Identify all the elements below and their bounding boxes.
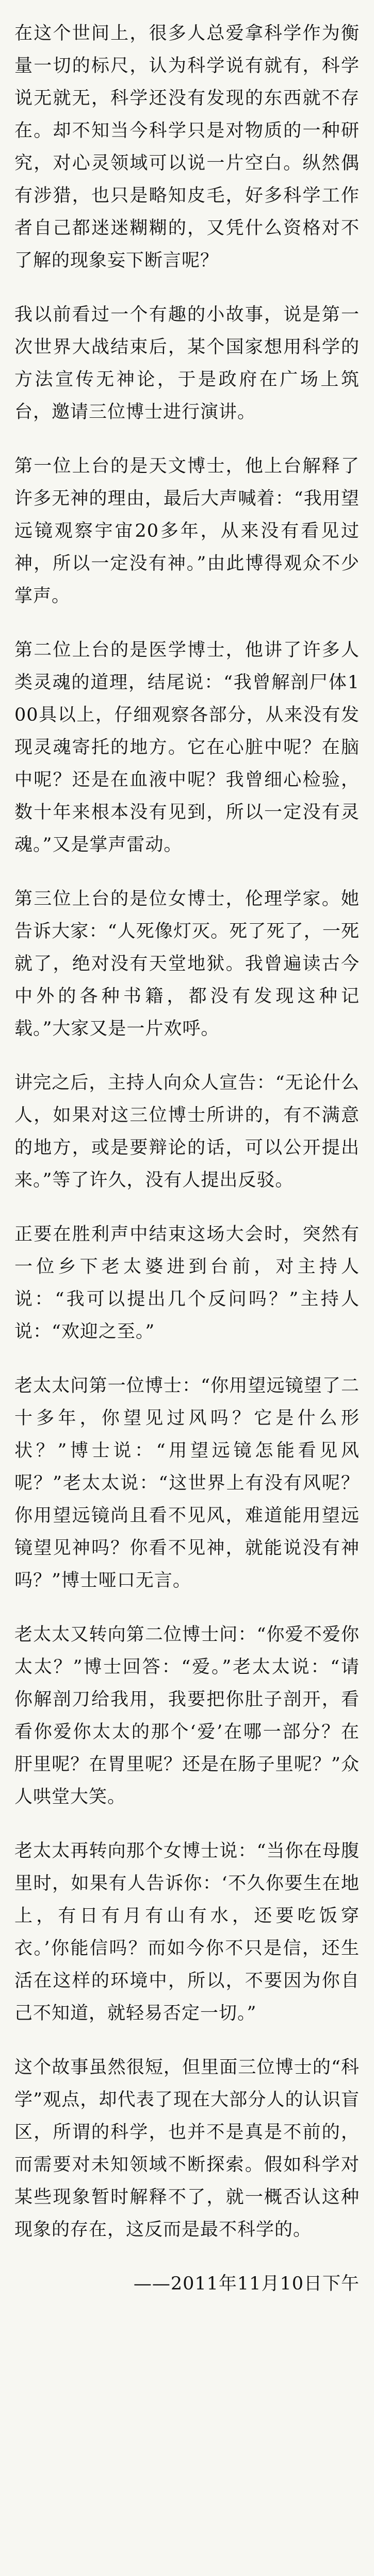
date-signature: ——2011年11月10日下午 (133, 2274, 360, 2294)
paragraph-ethicist: 第三位上台的是位女博士，伦理学家。她告诉大家：“人死像灯灭。死了死了，一死就了，绝对没有天堂地狱。我曾遍读古今中外的各种书籍，都没有发现这种记载。”大家又是一片欢呼。 (14, 889, 360, 1039)
paragraph-question-astronomer: 老太太问第一位博士：“你用望远镜望了二十多年，你望见过风吗？它是什么形状？”博士说：“用望远镜怎能看见风呢？”老太太说：“这世界上有没有风呢？你用望远镜尚且看不见风，难道能用望远镜望见神吗？你看不见神，就能说没有神吗？”博士哑口无言。 (14, 1376, 360, 1591)
paragraph-question-ethicist: 老太太再转向那个女博士说：“当你在母腹里时，如果有人告诉你：‘不久你要生在地上，有日有月有山有水，还要吃饭穿衣。’你能信吗？而如今你不只是信，还生活在这样的环境中，所以，不要因为你自己不知道，就轻易否定一切。” (14, 1841, 360, 2024)
paragraph-doctor: 第二位上台的是医学博士，他讲了许多人类灵魂的道理，结尾说：“我曾解剖尸体100具以上，仔细观察各部分，从来没有发现灵魂寄托的地方。它在心脏中呢？在脑中呢？还是在血液中呢？我曾细心检验，数十年来根本没有见到，所以一定没有灵魂。”又是掌声雷动。 (14, 640, 360, 855)
paragraph-story-setup: 我以前看过一个有趣的小故事，说是第一次世界大战结束后，某个国家想用科学的方法宣传无神论，于是政府在广场上筑台，邀请三位博士进行演讲。 (14, 304, 360, 422)
paragraph-intro: 在这个世间上，很多人总爱拿科学作为衡量一切的标尺，认为科学说有就有，科学说无就无，科学还没有发现的东西就不存在。却不知当今科学只是对物质的一种研究，对心灵领域可以说一片空白。纵然偶有涉猎，也只是略知皮毛，好多科学工作者自己都迷迷糊糊的，又凭什么资格对不了解的现象妄下断言呢？ (14, 23, 360, 271)
paragraph-old-woman-arrives: 正要在胜利声中结束这场大会时，突然有一位乡下老太婆进到台前，对主持人说：“我可以提出几个反问吗？”主持人说：“欢迎之至。” (14, 1224, 360, 1342)
paragraph-question-doctor: 老太太又转向第二位博士问：“你爱不爱你太太？”博士回答：“爱。”老太太说：“请你解剖刀给我用，我要把你肚子剖开，看看你爱你太太的那个‘爱’在哪一部分？在肝里呢？在胃里呢？还是在肠子里呢？”众人哄堂大笑。 (14, 1624, 360, 1807)
paragraph-host-announcement: 讲完之后，主持人向众人宣告：“无论什么人，如果对这三位博士所讲的，有不满意的地方，或是要辩论的话，可以公开提出来。”等了许久，没有人提出反驳。 (14, 1073, 360, 1191)
paragraph-astronomer: 第一位上台的是天文博士，他上台解释了许多无神的理由，最后大声喊着：“我用望远镜观察宇宙20多年，从来没有看见过神，所以一定没有神。”由此博得观众不少掌声。 (14, 456, 360, 606)
paragraph-conclusion: 这个故事虽然很短，但里面三位博士的“科学”观点，却代表了现在大部分人的认识盲区，所谓的科学，也并不是真是不前的，而需要对未知领域不断探索。假如科学对某些现象暂时解释不了，就一概否认这种现象的存在，这反而是最不科学的。 (14, 2057, 360, 2240)
